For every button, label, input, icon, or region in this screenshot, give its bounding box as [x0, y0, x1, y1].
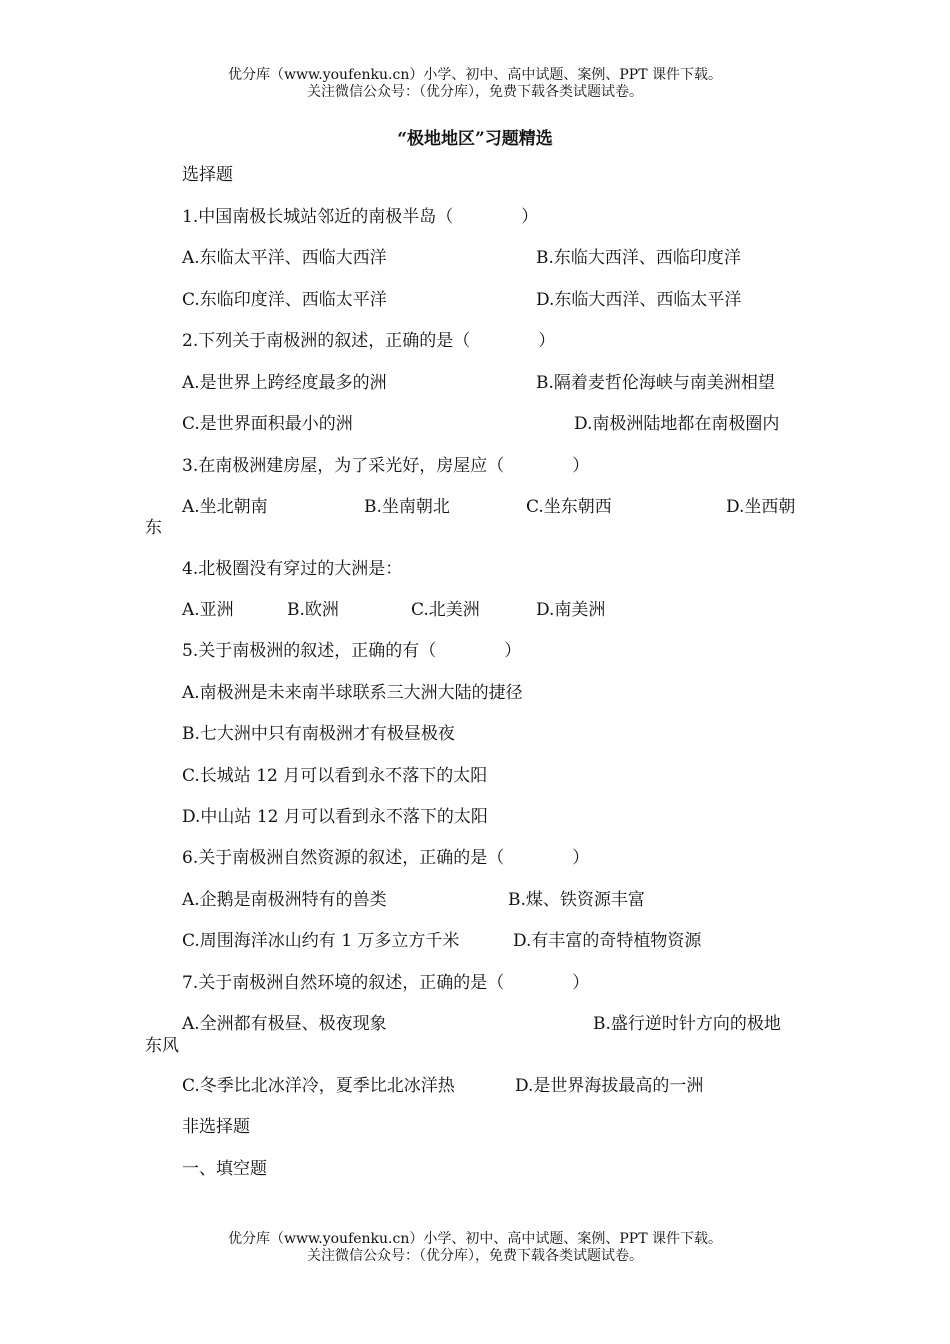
question-3-option-c: C.坐东朝西 [526, 497, 612, 517]
question-2-option-c: C.是世界面积最小的洲 [182, 414, 353, 434]
question-6-option-d: D.有丰富的奇特植物资源 [513, 931, 702, 951]
question-6-option-b: B.煤、铁资源丰富 [508, 890, 645, 910]
question-7-option-a: A.全洲都有极昼、极夜现象 [182, 1014, 387, 1034]
section-nonchoice-heading: 非选择题 [182, 1117, 250, 1137]
footer-line-1: 优分库（www.youfenku.cn）小学、初中、高中试题、案例、PPT 课件下载。 [227, 1231, 722, 1247]
question-3-stem: 3.在南极洲建房屋，为了采光好，房屋应（ ） [182, 456, 590, 476]
question-7-stem: 7.关于南极洲自然环境的叙述，正确的是（ ） [182, 973, 590, 993]
question-6-option-a: A.企鹅是南极洲特有的兽类 [182, 890, 387, 910]
question-2-stem: 2.下列关于南极洲的叙述，正确的是（ ） [182, 331, 556, 351]
question-1-option-d: D.东临大西洋、西临太平洋 [536, 290, 742, 310]
question-5-option-b: B.七大洲中只有南极洲才有极昼极夜 [182, 724, 455, 744]
question-7-option-c: C.冬季比北冰洋冷，夏季比北冰洋热 [182, 1076, 455, 1096]
question-2-option-d: D.南极洲陆地都在南极圈内 [574, 414, 780, 434]
question-5-option-d: D.中山站 12 月可以看到永不落下的太阳 [182, 807, 488, 827]
question-7-option-b: B.盛行逆时针方向的极地 [593, 1014, 781, 1034]
document-title: “极地地区”习题精选 [397, 129, 553, 149]
question-1-stem: 1.中国南极长城站邻近的南极半岛（ ） [182, 207, 539, 227]
header-line-1: 优分库（www.youfenku.cn）小学、初中、高中试题、案例、PPT 课件下载。 [227, 67, 722, 83]
question-1-option-b: B.东临大西洋、西临印度洋 [536, 248, 741, 268]
question-4-stem: 4.北极圈没有穿过的大洲是： [182, 559, 403, 579]
question-6-option-c: C.周围海洋冰山约有 1 万多立方千米 [182, 931, 460, 951]
question-5-option-c: C.长城站 12 月可以看到永不落下的太阳 [182, 766, 488, 786]
section-choice-heading: 选择题 [182, 165, 233, 185]
page-header [0, 67, 950, 101]
footer-line-2: 关注微信公众号：（优分库），免费下载各类试题试卷。 [307, 1248, 643, 1264]
question-3-option-d-wrap: 东 [145, 518, 162, 538]
question-4-option-d: D.南美洲 [536, 600, 606, 620]
question-4-option-a: A.亚洲 [182, 600, 234, 620]
question-4-option-b: B.欧洲 [287, 600, 339, 620]
question-1-option-c: C.东临印度洋、西临太平洋 [182, 290, 387, 310]
question-3-option-b: B.坐南朝北 [364, 497, 450, 517]
question-5-option-a: A.南极洲是未来南半球联系三大洲大陆的捷径 [182, 683, 523, 703]
question-1-option-a: A.东临太平洋、西临大西洋 [182, 248, 387, 268]
question-5-stem: 5.关于南极洲的叙述，正确的有（ ） [182, 641, 522, 661]
question-3-option-d: D.坐西朝 [726, 497, 796, 517]
question-7-option-b-wrap: 东风 [145, 1036, 179, 1056]
section-fill-heading: 一、填空题 [182, 1159, 267, 1179]
question-7-option-d: D.是世界海拔最高的一洲 [515, 1076, 704, 1096]
header-line-2: 关注微信公众号：（优分库），免费下载各类试题试卷。 [307, 84, 643, 100]
question-2-option-a: A.是世界上跨经度最多的洲 [182, 373, 387, 393]
question-6-stem: 6.关于南极洲自然资源的叙述，正确的是（ ） [182, 848, 590, 868]
page-footer [0, 1231, 950, 1265]
question-2-option-b: B.隔着麦哲伦海峡与南美洲相望 [536, 373, 775, 393]
question-3-option-a: A.坐北朝南 [182, 497, 268, 517]
question-4-option-c: C.北美洲 [411, 600, 480, 620]
